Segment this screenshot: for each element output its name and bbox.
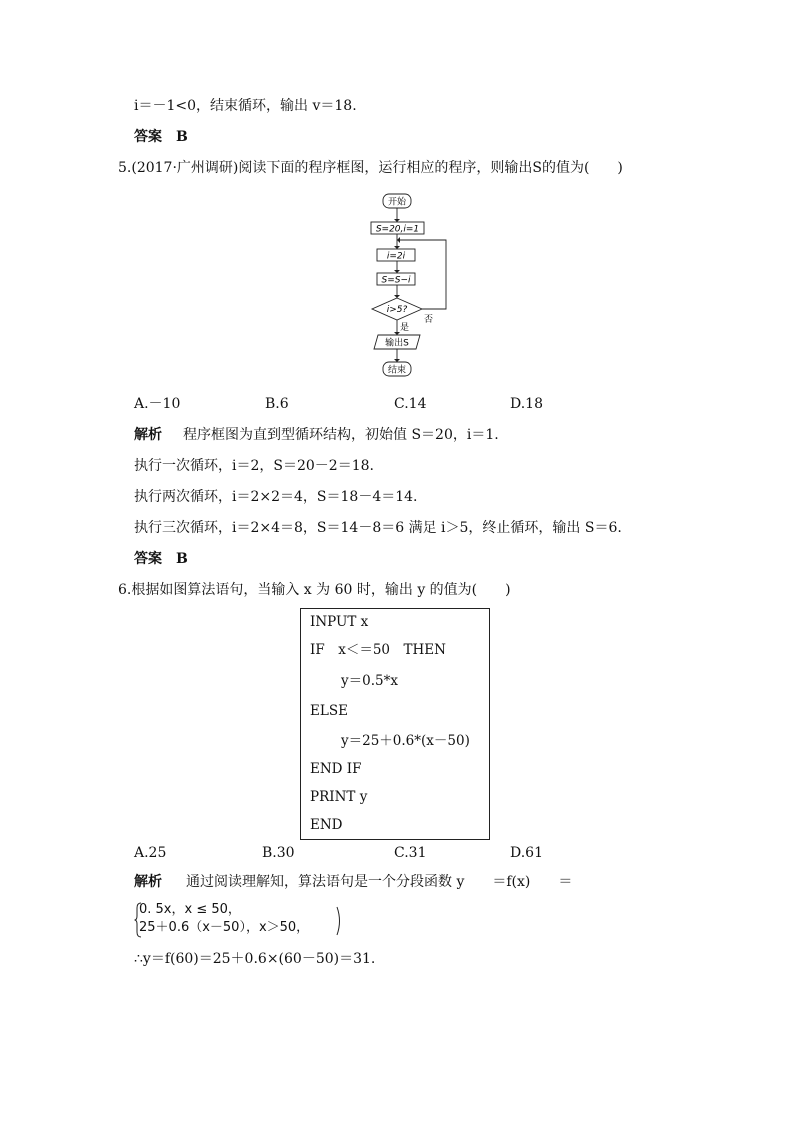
piecewise-function: [134, 902, 354, 938]
answer-line: 答案 B: [134, 129, 188, 145]
option-c: C.14: [394, 396, 427, 412]
option-b: B.6: [265, 396, 289, 412]
analysis-line: 程序框图为直到型循环结构，初始值 S＝20，i＝1.: [183, 427, 499, 443]
right-paren: [336, 906, 344, 936]
analysis-label: 解析: [134, 427, 162, 443]
answer-line: 答案 B: [134, 551, 188, 567]
option-a: A.25: [134, 845, 167, 861]
analysis-line: 通过阅读理解知，算法语句是一个分段函数 y ＝f(x) ＝: [186, 874, 573, 890]
code-line: IF x＜＝50 THEN: [310, 642, 446, 658]
analysis-line: 执行三次循环，i＝2×4＝8，S＝14－8＝6 满足 i＞5，终止循环，输出 S＝6.: [134, 520, 622, 536]
flowchart-yes-label: 是: [400, 323, 410, 333]
text-line: i＝－1<0，结束循环，输出 v＝18.: [134, 98, 357, 114]
analysis-line: 执行一次循环，i＝2，S＝20－2＝18.: [134, 458, 374, 474]
option-d: D.61: [510, 845, 543, 861]
option-b: B.30: [262, 845, 295, 861]
code-line: END IF: [310, 761, 362, 777]
option-c: C.31: [394, 845, 427, 861]
flowchart-condition-label: i>5?: [386, 305, 408, 315]
analysis-line: 执行两次循环，i＝2×2＝4，S＝18－4＝14.: [134, 489, 418, 505]
code-line: ELSE: [310, 703, 348, 719]
flowchart: [366, 190, 456, 382]
flowchart-end-label: 结束: [387, 365, 407, 376]
piecewise-row: 0. 5x，x ≤ 50，: [139, 902, 241, 917]
option-d: D.18: [510, 396, 543, 412]
code-line: INPUT x: [310, 614, 369, 630]
analysis-line: ∴y＝f(60)＝25＋0.6×(60－50)＝31.: [134, 951, 376, 967]
code-line: END: [310, 817, 343, 833]
option-a: A.－10: [134, 396, 181, 412]
code-line: y＝25＋0.6*(x－50): [341, 733, 470, 749]
code-line: y＝0.5*x: [341, 673, 398, 689]
flowchart-init-label: S=20,i=1: [375, 224, 420, 235]
analysis-label: 解析: [134, 874, 162, 890]
piecewise-row: 25＋0.6（x－50），x＞50，: [139, 920, 310, 935]
flowchart-output-label: 输出S: [385, 338, 409, 349]
question-6: 6.根据如图算法语句，当输入 x 为 60 时，输出 y 的值为( ): [118, 582, 511, 598]
flowchart-start-label: 开始: [387, 197, 407, 208]
flowchart-step1-label: i=2i: [386, 251, 406, 262]
algorithm-code-box: [300, 608, 490, 840]
flowchart-step2-label: S=S−i: [381, 275, 411, 286]
flowchart-no-label: 否: [424, 315, 434, 325]
code-line: PRINT y: [310, 789, 368, 805]
question-5: 5.(2017·广州调研)阅读下面的程序框图，运行相应的程序，则输出S的值为( ): [118, 160, 623, 176]
